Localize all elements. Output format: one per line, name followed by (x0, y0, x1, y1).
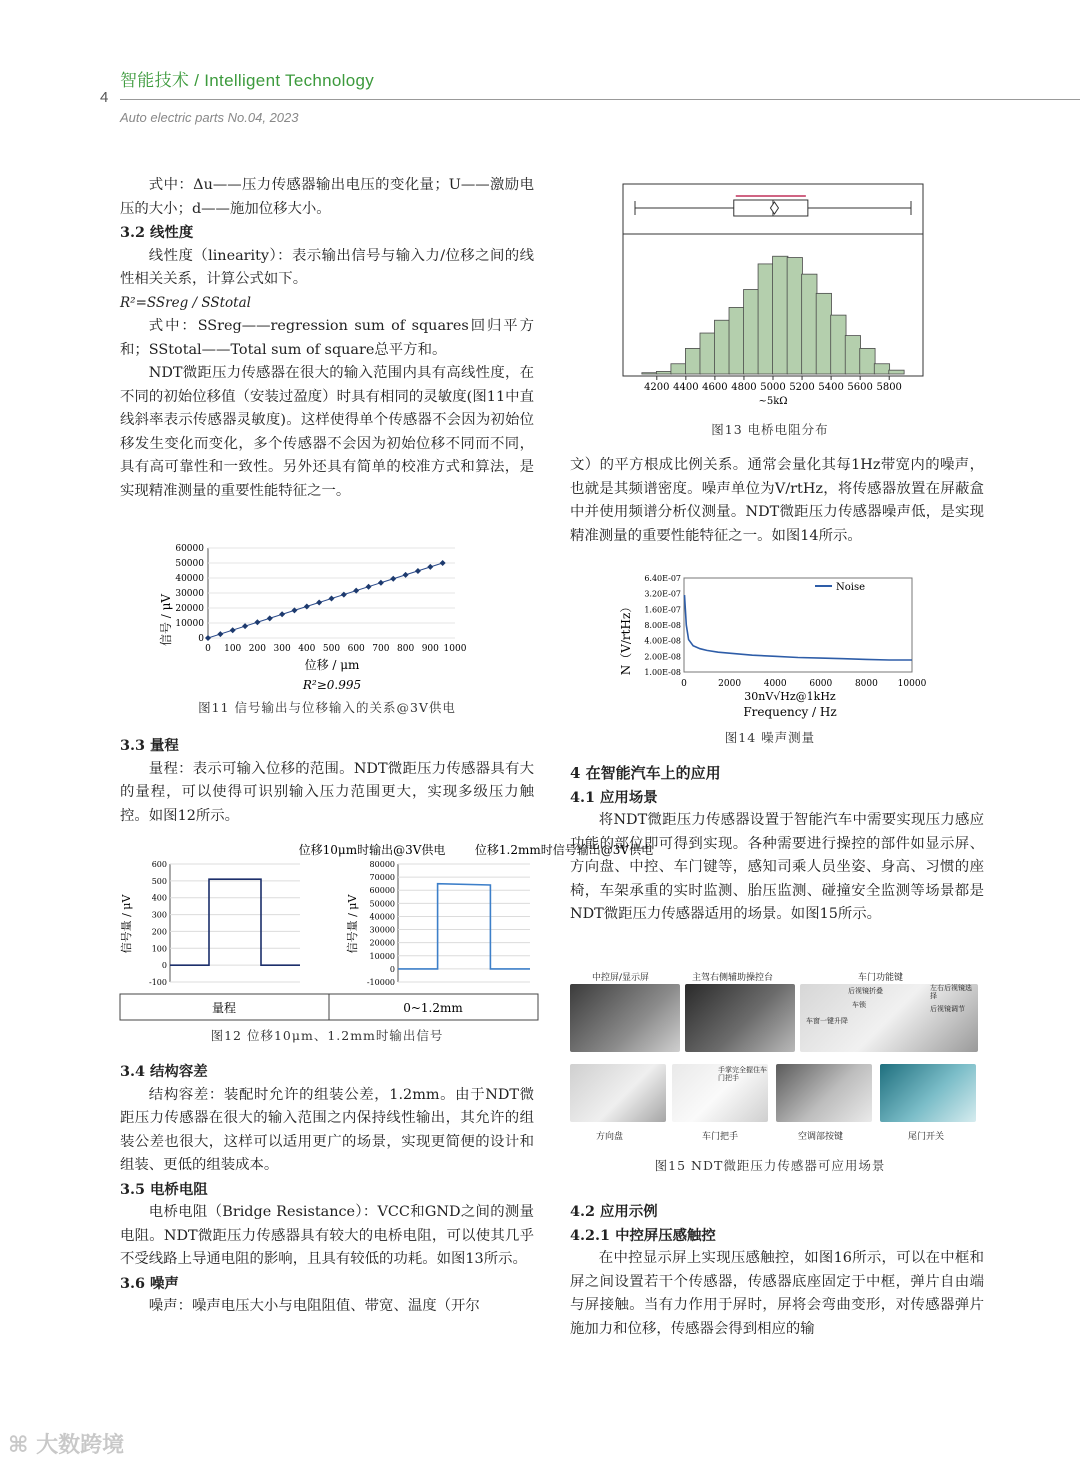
fig11-ytick: 10000 (175, 619, 204, 629)
fig12b-ytick: 80000 (369, 860, 395, 869)
figure-14-caption: 图14 噪声测量 (724, 730, 816, 745)
fig11-xtick: 500 (322, 644, 341, 654)
fig13-bar (642, 373, 657, 374)
fig12b-ytick: 50000 (369, 899, 395, 909)
paragraph-touch: 在中控显示屏上实现压感触控，如图16所示，可以在中框和屏之间设置若干个传感器，传感器底座固定于中框，弹片自由端与屏接触。当有力作用于屏时，屏将会弯曲变形，对传感器弹片施加力和位移，传感器会得到相应的输 (570, 1250, 984, 1337)
paragraph-scenarios: 将NDT微距压力传感器设置于智能汽车中需要实现压力感应功能的部位即可得到实现。各种需要进行操控的部件如显示屏、方向盘、中控、车门键等，感知司乘人员坐姿、身高、习惯的座椅，车架承重的实时监测、胎压监测、碰撞安全监测等场景都是NDT微距压力传感器适用的场景。如图15所示。 (570, 812, 984, 922)
photo-screen (570, 984, 680, 1052)
fig11-point (242, 623, 248, 629)
fig14-xtick: 6000 (809, 679, 833, 689)
fig11-xtick: 800 (397, 644, 415, 654)
label-door-lock: 车锁 (852, 1001, 866, 1009)
fig13-bar (787, 258, 802, 374)
formula-note: 式中：Δu——压力传感器输出电压的变化量；U——激励电压的大小；d——施加位移大小。 (120, 177, 534, 217)
fig13-bar (656, 371, 671, 374)
label-mirror-select: 左右后视镜选择 (930, 984, 972, 1000)
fig14-ytick: 1.00E-08 (644, 668, 681, 677)
fig11-ytick: 20000 (175, 604, 204, 614)
fig12a-ytick: 600 (151, 860, 167, 869)
fig13-bar (874, 364, 889, 374)
figure-15-collage (570, 966, 978, 1146)
label-handle-note: 手掌完全握住车门把手 (718, 1066, 767, 1082)
fig11-ytick: 50000 (175, 559, 204, 569)
paragraph-formula-terms: 式中：SSreg——regression sum of squares回归平方和；SStotal——Total sum of square总平方和。 (120, 318, 534, 358)
fig11-point (205, 635, 211, 641)
fig12b-ylabel: 信号量 / μV (346, 894, 359, 954)
fig12-table-label: 量程 (211, 1001, 237, 1015)
fig13-bar (700, 333, 715, 374)
fig11-xlabel: 位移 / μm (304, 658, 360, 672)
label-handle: 车门把手 (702, 1132, 739, 1142)
label-mirror-adjust: 后视镜调节 (930, 1005, 965, 1013)
heading-3-5: 3.5 电桥电阻 (120, 1180, 208, 1198)
label-ac: 空调部按键 (798, 1132, 844, 1142)
fig13-xtick: 5800 (876, 382, 902, 393)
fig11-point (427, 564, 433, 570)
photo-wheel (570, 1064, 666, 1122)
paragraph-linearity-def: 线性度（linearity）：表示输出信号与输入力/位移之间的线性相关关系，计算公式如下。 (120, 247, 534, 287)
fig13-bar (802, 274, 817, 374)
figure-15-caption: 图15 NDT微距压力传感器可应用场景 (654, 1158, 886, 1173)
fig12a-ytick: 300 (151, 910, 167, 920)
fig12a-title: 位移10μm时输出@3V供电 (298, 843, 446, 857)
fig13-xtick: 4800 (731, 382, 757, 393)
heading-4-2-1: 4.2.1 中控屏压感触控 (570, 1226, 716, 1244)
fig13-bar (729, 307, 744, 374)
fig11-point (390, 576, 396, 582)
fig11-ylabel: 信号 / μV (159, 593, 173, 647)
fig14-xtick: 4000 (763, 679, 787, 689)
fig13-bar (889, 370, 904, 374)
fig14-ytick: 3.20E-07 (644, 589, 681, 599)
fig13-bar (758, 264, 773, 374)
heading-3-3: 3.3 量程 (120, 737, 179, 754)
left-column-bottom (120, 1060, 534, 1319)
label-screen: 中控屏/显示屏 (592, 973, 650, 983)
label-console: 主驾右侧辅助操控台 (692, 973, 774, 983)
heading-3-6: 3.6 噪声 (120, 1274, 179, 1292)
fig11-xtick: 1000 (443, 644, 467, 654)
fig12b-ytick: 40000 (369, 912, 395, 922)
paragraph-linearity: NDT微距压力传感器在很大的输入范围内具有高线性度，在不同的初始位移值（安装过盈度）时具有相同的灵敏度(图11中直线斜率表示传感器灵敏度)。这样使得单个传感器不会因为初始位移发生变化而变化，多个传感器不会因为初始位移不同而不同，具有高可靠性和一致性。另外还具有简单的校准方式和算法，是实现精准测量的重要性能特征之一。 (120, 365, 534, 499)
fig14-noise-series (685, 595, 913, 660)
fig13-bar (860, 348, 875, 374)
watermark (8, 1428, 124, 1459)
fig11-point (440, 560, 446, 566)
fig11-xtick: 400 (298, 644, 316, 654)
fig11-xtick: 700 (372, 644, 390, 654)
fig14-xtick: 10000 (897, 679, 927, 689)
fig12a-ytick: -100 (149, 978, 167, 987)
fig12a-ytick: 400 (151, 893, 167, 903)
watermark-logo-icon: ⌘ (8, 1433, 29, 1458)
heading-4: 4 在智能汽车上的应用 (570, 764, 721, 782)
fig11-xtick: 900 (421, 644, 439, 654)
fig13-xtick: 5400 (818, 382, 844, 393)
fig13-bar (685, 348, 700, 374)
label-window: 车窗一键升降 (806, 1017, 848, 1025)
figure-13-chart (595, 178, 940, 414)
fig14-ylabel: N（V/rtHz） (619, 600, 633, 676)
label-door-keys: 车门功能键 (858, 973, 904, 983)
fig13-bar (714, 320, 729, 374)
fig13-bar (671, 364, 686, 374)
fig11-point (217, 631, 223, 637)
paragraph-noise-start: 噪声：噪声电压大小与电阻阻值、带宽、温度（开尔 (148, 1298, 480, 1314)
label-wheel: 方向盘 (596, 1132, 624, 1142)
photo-ac (776, 1064, 872, 1122)
fig12a-ytick: 0 (161, 961, 167, 971)
fig14-xtick: 8000 (854, 679, 878, 689)
header-rule (120, 99, 1080, 100)
fig13-xtick: 5200 (789, 382, 815, 393)
watermark-text: 大数跨境 (36, 1433, 125, 1458)
paragraph-range: 量程：表示可输入位移的范围。NDT微距压力传感器具有大的量程，可以使得可识别输入压力范围更大，实现多级压力触控。如图12所示。 (120, 760, 534, 824)
journal-info: Auto electric parts No.04, 2023 (120, 110, 299, 125)
photo-console (685, 984, 795, 1052)
fig11-ytick: 60000 (175, 544, 204, 554)
label-mirror-fold: 后视镜折叠 (848, 987, 883, 995)
fig12-table-value: 0~1.2mm (403, 1001, 463, 1015)
fig14-ytick: 8.00E-08 (644, 621, 681, 630)
left-column-top (120, 174, 534, 503)
fig11-ytick: 30000 (175, 589, 204, 599)
fig12a-ytick: 200 (151, 927, 167, 937)
fig11-ytick: 0 (198, 634, 204, 644)
heading-4-2: 4.2 应用示例 (570, 1203, 658, 1220)
figure-12-caption: 图12 位移10μm、1.2mm时输出信号 (210, 1028, 444, 1043)
fig11-point (267, 615, 273, 621)
formula-r2: R²=SSreg / SStotal (120, 294, 251, 311)
fig11-point (378, 580, 384, 586)
figure-14-chart (600, 568, 940, 724)
fig14-xtick: 0 (681, 679, 687, 689)
fig13-xtick: 5000 (760, 382, 786, 393)
fig11-point (329, 596, 335, 602)
fig13-bar (816, 293, 831, 374)
fig12b-ytick: 30000 (369, 925, 395, 935)
fig13-bar (845, 336, 860, 374)
heading-4-1: 4.1 应用场景 (570, 788, 658, 806)
right-column-bottom (570, 1200, 984, 1341)
fig11-xtick: 600 (347, 644, 365, 654)
fig11-point (230, 627, 236, 633)
fig13-xtick: 5600 (847, 382, 873, 393)
photo-tail (880, 1064, 976, 1122)
fig12b-ytick: 60000 (369, 886, 395, 896)
fig12b-ytick: 20000 (369, 938, 395, 948)
fig13-xtick: 4600 (702, 382, 728, 393)
fig12b-ytick: 0 (389, 964, 395, 974)
fig11-point (254, 619, 260, 625)
fig14-legend-label: Noise (836, 582, 866, 593)
heading-3-4: 3.4 结构容差 (120, 1063, 208, 1080)
right-column-mid (570, 762, 984, 927)
page-number: 4 (100, 89, 109, 106)
fig12a-ytick: 500 (151, 876, 167, 886)
fig11-xtick: 300 (273, 644, 291, 654)
fig14-xlabel: Frequency / Hz (743, 705, 837, 719)
figure-11-caption: 图11 信号输出与位移输入的关系@3V供电 (198, 700, 456, 715)
label-tail: 尾门开关 (908, 1132, 945, 1142)
section-title: 智能技术 / Intelligent Technology (120, 71, 375, 90)
fig12b-title: 位移1.2mm时信号输出@3V供电 (474, 843, 654, 857)
figure-11-chart (150, 538, 480, 694)
fig13-bar (773, 256, 788, 374)
fig14-ytick: 6.40E-07 (644, 574, 681, 583)
fig11-r2: R²≥0.995 (302, 678, 362, 692)
right-column-top (570, 454, 984, 548)
fig14-annotation: 30nV√Hz@1kHz (744, 690, 836, 703)
fig11-point (415, 568, 421, 574)
heading-3-2: 3.2 线性度 (120, 224, 194, 241)
fig14-ytick: 4.00E-08 (644, 636, 681, 646)
fig12a-ytick: 100 (151, 944, 167, 954)
paragraph-bridge-resistance: 电桥电阻（Bridge Resistance）：VCC和GND之间的测量电阻。NDT微距压力传感器具有较大的电桥电阻，可以使其几乎不受线路上导通电阻的影响，且具有较低的功耗。如图13所示。 (120, 1204, 534, 1267)
fig12b-ytick: 70000 (369, 873, 395, 883)
fig12a-ylabel: 信号量 / μV (120, 894, 133, 954)
paragraph-noise-cont: 文）的平方根成比例关系。通常会量化其每1Hz带宽内的噪声，也就是其频谱密度。噪声单位为V/rtHz，将传感器放置在屏蔽盒中并使用频谱分析仪测量。NDT微距压力传感器噪声低，是实现精准测量的重要性能特征之一。如图14所示。 (570, 457, 984, 544)
figure-13-caption: 图13 电桥电阻分布 (711, 422, 829, 437)
fig13-bar (744, 290, 759, 374)
fig13-xtick: 4400 (673, 382, 699, 393)
fig13-bar (831, 315, 846, 374)
fig14-ytick: 2.00E-08 (644, 652, 681, 662)
fig12b-ytick: 10000 (369, 951, 395, 961)
fig12b-ytick: -10000 (366, 978, 395, 987)
fig11-xtick: 0 (205, 644, 211, 654)
fig13-xtick: 4200 (644, 382, 670, 393)
fig13-xlabel: ~5kΩ (758, 396, 788, 407)
fig11-xtick: 200 (248, 644, 266, 654)
fig14-xtick: 2000 (718, 679, 742, 689)
fig14-ytick: 1.60E-07 (644, 605, 681, 615)
left-column-mid (120, 734, 534, 828)
fig11-point (304, 604, 310, 610)
fig12a-signal-series (170, 879, 300, 965)
fig11-point (279, 611, 285, 617)
fig11-ytick: 40000 (175, 574, 204, 584)
paragraph-tolerance: 结构容差：装配时允许的组装公差，1.2mm。由于NDT微距压力传感器在很大的输入范围之内保持线性输出，其允许的组装公差也很大，这样可以适用更广的场景，实现更简便的设计和组装、更低的组装成本。 (120, 1086, 534, 1173)
fig11-xtick: 100 (224, 644, 242, 654)
fig11-point (316, 599, 322, 605)
fig11-point (403, 572, 409, 578)
fig11-point (366, 584, 372, 590)
